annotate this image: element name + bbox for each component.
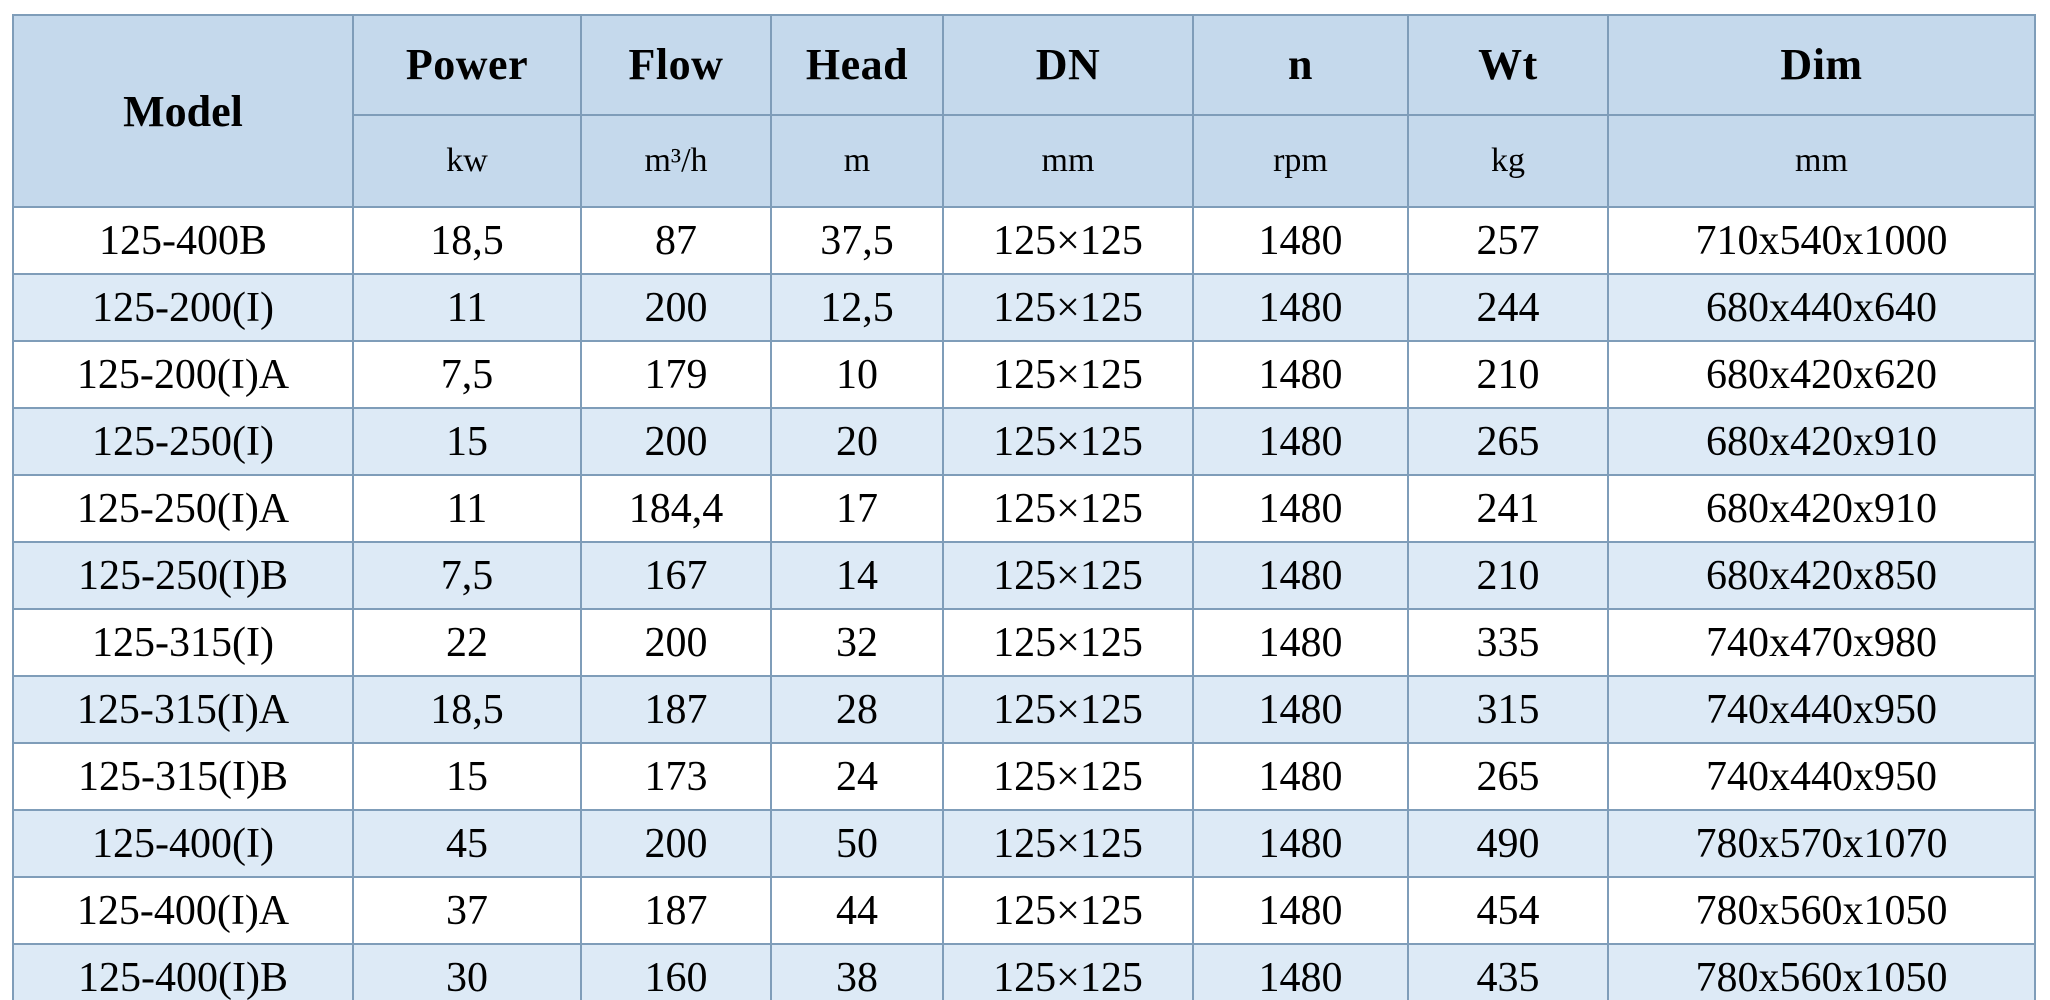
cell-model: 125-250(I)A (13, 475, 353, 542)
cell-dim: 780x570x1070 (1608, 810, 2035, 877)
cell-model: 125-250(I) (13, 408, 353, 475)
header-n: n (1193, 15, 1408, 115)
unit-dim: mm (1608, 115, 2035, 207)
cell-head: 44 (771, 877, 943, 944)
cell-power: 22 (353, 609, 581, 676)
table-row (13, 475, 2035, 542)
table-row (13, 207, 2035, 274)
cell-dim: 740x440x950 (1608, 676, 2035, 743)
cell-head: 50 (771, 810, 943, 877)
cell-n: 1480 (1193, 408, 1408, 475)
cell-flow: 87 (581, 207, 771, 274)
unit-flow: m³/h (581, 115, 771, 207)
header-dn: DN (943, 15, 1193, 115)
header-dim: Dim (1608, 15, 2035, 115)
cell-wt: 435 (1408, 944, 1608, 1000)
cell-dim: 680x420x850 (1608, 542, 2035, 609)
cell-wt: 315 (1408, 676, 1608, 743)
header-power: Power (353, 15, 581, 115)
cell-flow: 187 (581, 676, 771, 743)
cell-dn: 125×125 (943, 341, 1193, 408)
cell-n: 1480 (1193, 341, 1408, 408)
cell-dim: 780x560x1050 (1608, 944, 2035, 1000)
cell-wt: 490 (1408, 810, 1608, 877)
cell-power: 11 (353, 274, 581, 341)
cell-dn: 125×125 (943, 475, 1193, 542)
cell-n: 1480 (1193, 609, 1408, 676)
cell-model: 125-315(I) (13, 609, 353, 676)
cell-flow: 179 (581, 341, 771, 408)
cell-power: 11 (353, 475, 581, 542)
table-row (13, 609, 2035, 676)
cell-dn: 125×125 (943, 944, 1193, 1000)
cell-n: 1480 (1193, 542, 1408, 609)
table-row (13, 542, 2035, 609)
cell-dim: 680x420x620 (1608, 341, 2035, 408)
cell-head: 24 (771, 743, 943, 810)
cell-n: 1480 (1193, 207, 1408, 274)
cell-dn: 125×125 (943, 274, 1193, 341)
table-row (13, 676, 2035, 743)
cell-model: 125-250(I)B (13, 542, 353, 609)
cell-power: 45 (353, 810, 581, 877)
cell-wt: 244 (1408, 274, 1608, 341)
cell-power: 15 (353, 408, 581, 475)
cell-model: 125-400(I)A (13, 877, 353, 944)
cell-power: 7,5 (353, 341, 581, 408)
cell-wt: 265 (1408, 408, 1608, 475)
cell-power: 18,5 (353, 207, 581, 274)
cell-dim: 710x540x1000 (1608, 207, 2035, 274)
table-body (13, 207, 2035, 1000)
cell-n: 1480 (1193, 475, 1408, 542)
cell-head: 32 (771, 609, 943, 676)
cell-flow: 187 (581, 877, 771, 944)
cell-model: 125-400(I)B (13, 944, 353, 1000)
cell-power: 37 (353, 877, 581, 944)
table-row (13, 810, 2035, 877)
cell-wt: 335 (1408, 609, 1608, 676)
cell-model: 125-200(I) (13, 274, 353, 341)
unit-n: rpm (1193, 115, 1408, 207)
table-row (13, 743, 2035, 810)
header-flow: Flow (581, 15, 771, 115)
table-row (13, 944, 2035, 1000)
cell-dn: 125×125 (943, 408, 1193, 475)
pump-specification-table (12, 14, 2036, 1000)
spec-sheet (0, 14, 2050, 1000)
cell-dn: 125×125 (943, 542, 1193, 609)
header-head: Head (771, 15, 943, 115)
cell-n: 1480 (1193, 944, 1408, 1000)
cell-dim: 740x470x980 (1608, 609, 2035, 676)
cell-dn: 125×125 (943, 877, 1193, 944)
unit-wt: kg (1408, 115, 1608, 207)
cell-flow: 184,4 (581, 475, 771, 542)
cell-head: 12,5 (771, 274, 943, 341)
cell-model: 125-315(I)B (13, 743, 353, 810)
cell-head: 20 (771, 408, 943, 475)
cell-dim: 680x440x640 (1608, 274, 2035, 341)
cell-dn: 125×125 (943, 743, 1193, 810)
unit-dn: mm (943, 115, 1193, 207)
cell-flow: 200 (581, 609, 771, 676)
unit-power: kw (353, 115, 581, 207)
cell-flow: 200 (581, 810, 771, 877)
cell-dn: 125×125 (943, 676, 1193, 743)
cell-head: 14 (771, 542, 943, 609)
cell-power: 15 (353, 743, 581, 810)
cell-wt: 241 (1408, 475, 1608, 542)
cell-dim: 740x440x950 (1608, 743, 2035, 810)
cell-model: 125-400(I) (13, 810, 353, 877)
cell-n: 1480 (1193, 810, 1408, 877)
cell-dim: 680x420x910 (1608, 475, 2035, 542)
table-row (13, 274, 2035, 341)
cell-wt: 210 (1408, 341, 1608, 408)
cell-n: 1480 (1193, 274, 1408, 341)
cell-power: 7,5 (353, 542, 581, 609)
cell-head: 17 (771, 475, 943, 542)
cell-n: 1480 (1193, 743, 1408, 810)
cell-power: 18,5 (353, 676, 581, 743)
header-title-row (13, 15, 2035, 115)
cell-head: 10 (771, 341, 943, 408)
table-header (13, 15, 2035, 207)
cell-head: 28 (771, 676, 943, 743)
cell-dn: 125×125 (943, 207, 1193, 274)
cell-dim: 780x560x1050 (1608, 877, 2035, 944)
cell-flow: 200 (581, 274, 771, 341)
unit-head: m (771, 115, 943, 207)
table-row (13, 341, 2035, 408)
cell-head: 38 (771, 944, 943, 1000)
cell-dn: 125×125 (943, 810, 1193, 877)
cell-wt: 257 (1408, 207, 1608, 274)
cell-power: 30 (353, 944, 581, 1000)
cell-n: 1480 (1193, 877, 1408, 944)
table-row (13, 408, 2035, 475)
cell-wt: 454 (1408, 877, 1608, 944)
cell-flow: 167 (581, 542, 771, 609)
cell-n: 1480 (1193, 676, 1408, 743)
cell-dim: 680x420x910 (1608, 408, 2035, 475)
cell-head: 37,5 (771, 207, 943, 274)
cell-model: 125-400B (13, 207, 353, 274)
cell-model: 125-200(I)A (13, 341, 353, 408)
cell-flow: 200 (581, 408, 771, 475)
cell-wt: 265 (1408, 743, 1608, 810)
cell-dn: 125×125 (943, 609, 1193, 676)
cell-flow: 160 (581, 944, 771, 1000)
header-model: Model (13, 15, 353, 207)
table-row (13, 877, 2035, 944)
cell-wt: 210 (1408, 542, 1608, 609)
cell-flow: 173 (581, 743, 771, 810)
cell-model: 125-315(I)A (13, 676, 353, 743)
header-wt: Wt (1408, 15, 1608, 115)
